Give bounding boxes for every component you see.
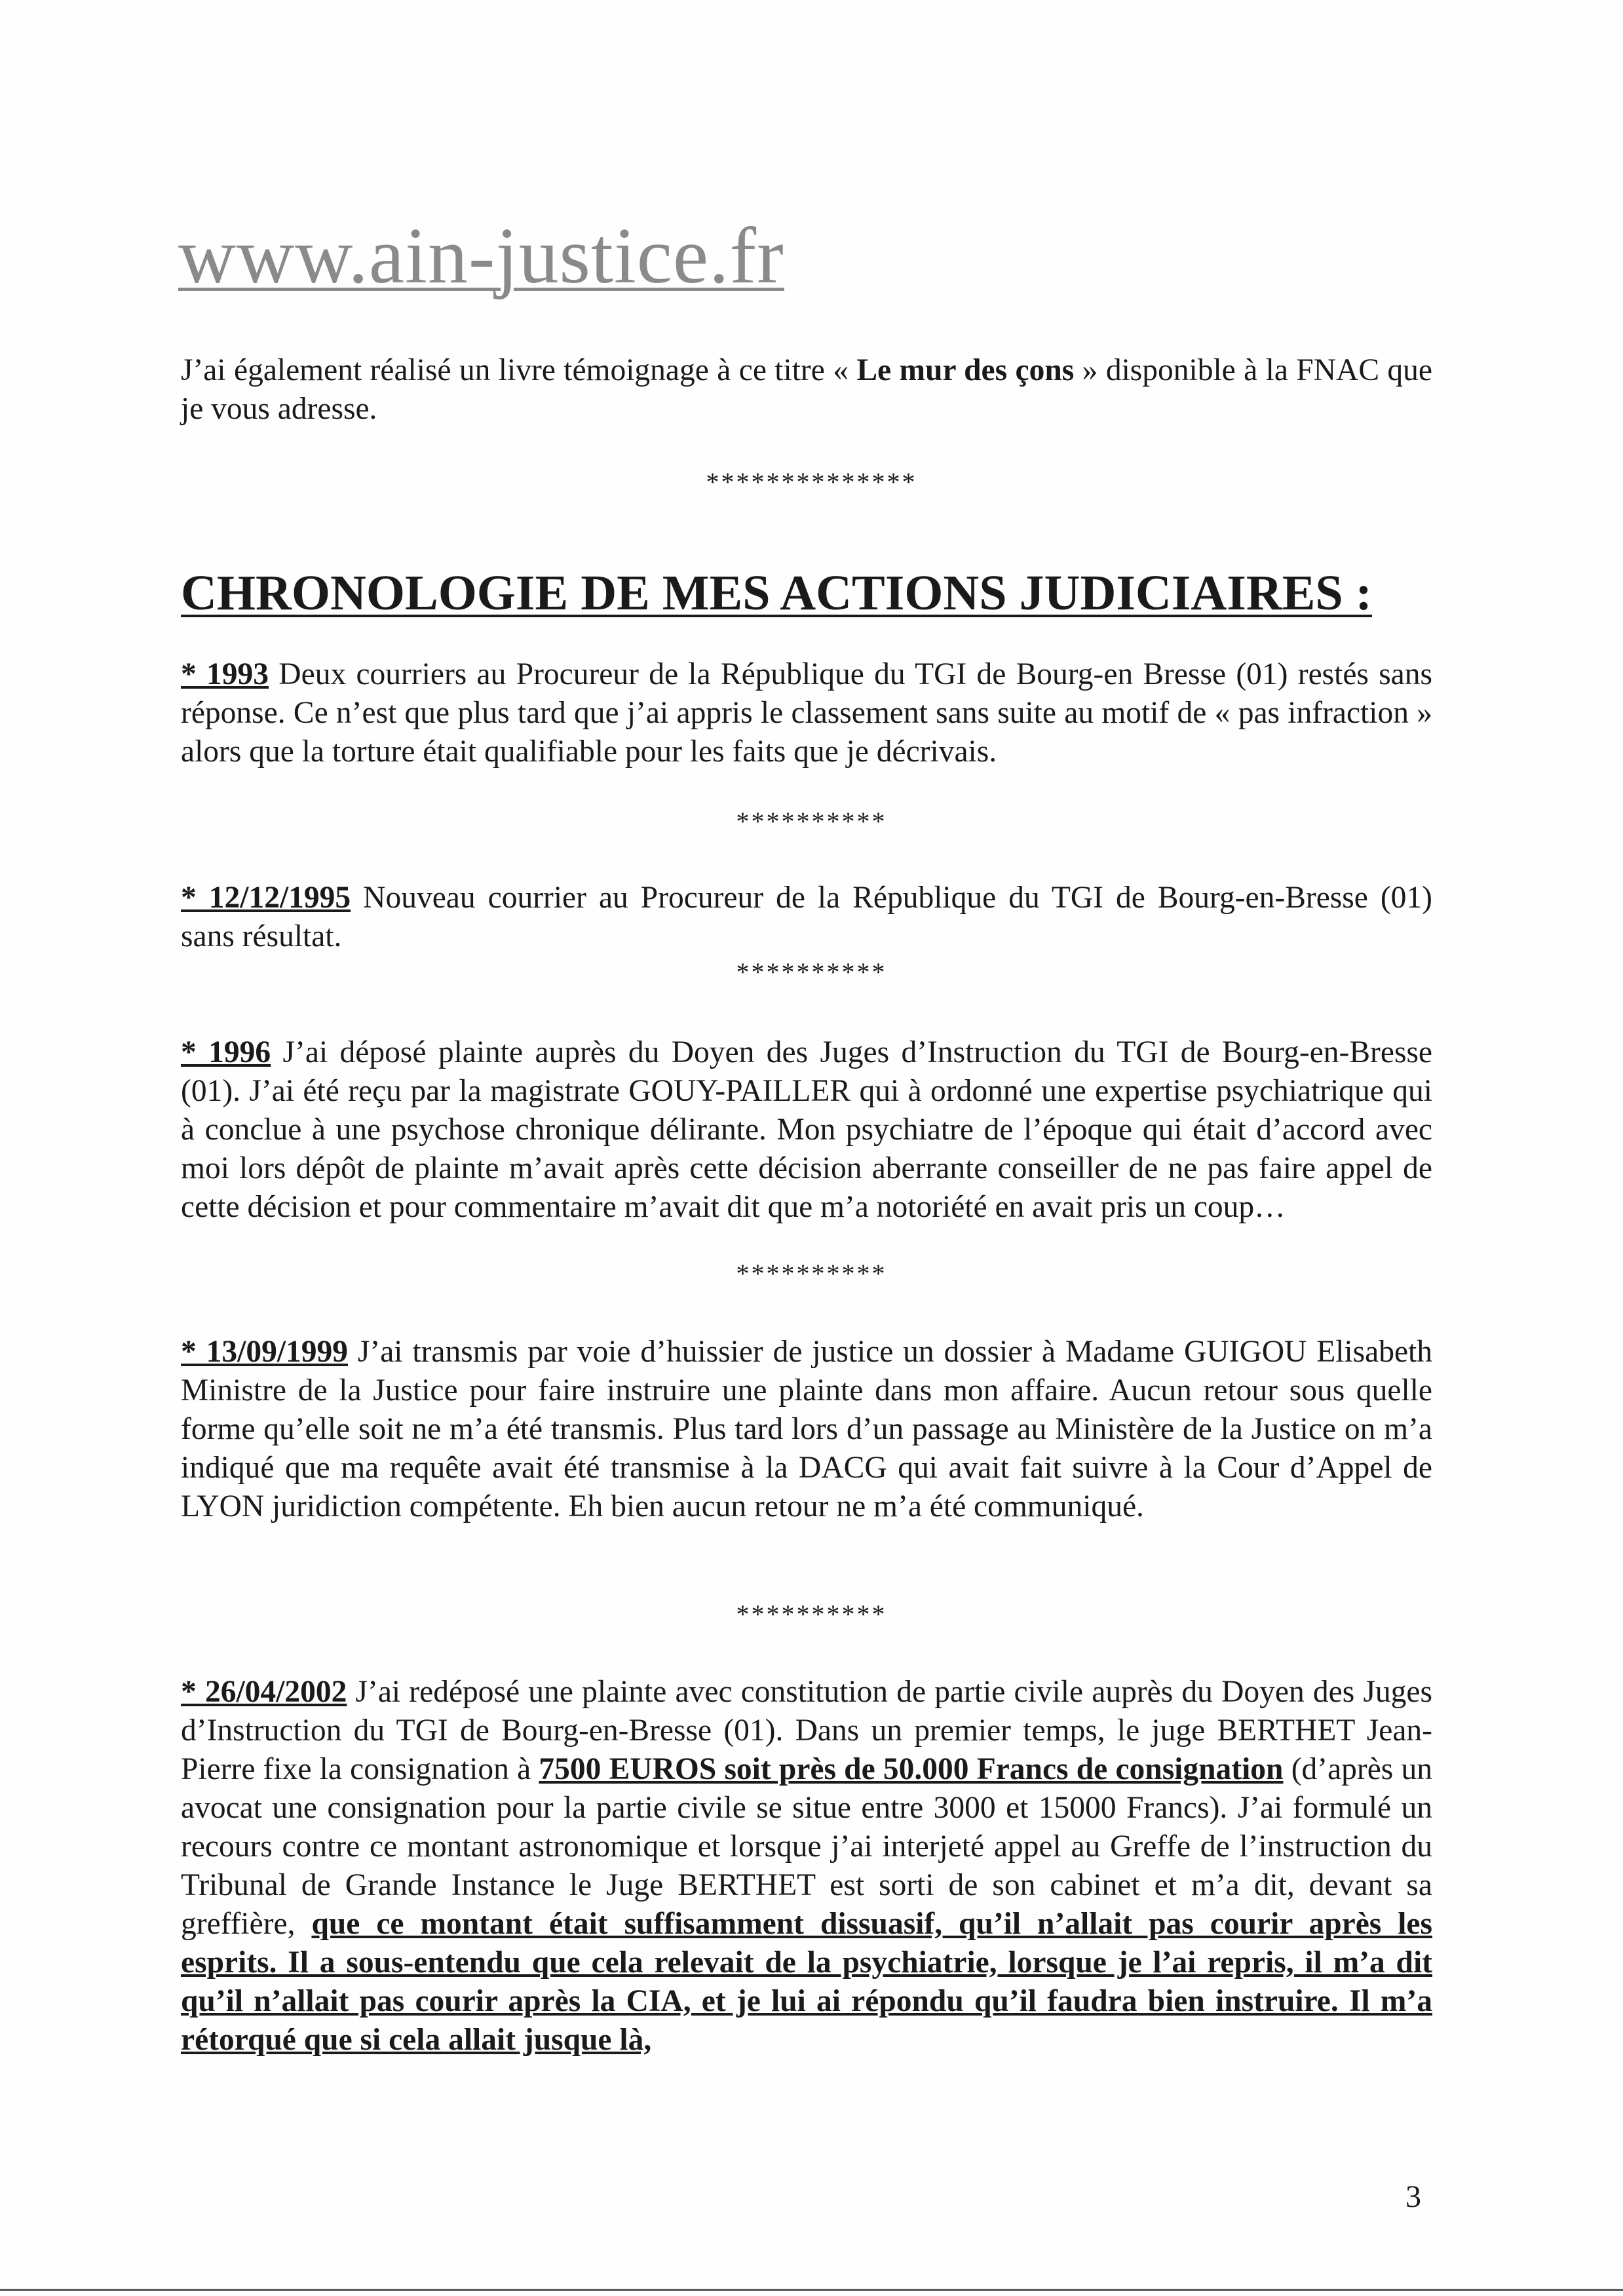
- page-number: 3: [1405, 2179, 1421, 2214]
- entry-date: * 26/04/2002: [181, 1675, 347, 1709]
- entry-date: * 13/09/1999: [181, 1335, 349, 1369]
- entry-1999: [181, 1333, 1432, 1526]
- entry-date: * 12/12/1995: [181, 881, 351, 915]
- judge-quote: que ce montant était suffisamment dissuasif, qu’il n’allait pas courir après les esprits. Il a sous-entendu que cela relevait de la psychiatrie, lorsque je l’ai repris, il m’a dit qu’il n’allait pas courir après la CIA, et je lui ai répondu qu’il faudra bien instruire. Il m’a rétorqué que si cela allait jusque là,: [181, 1907, 1432, 2057]
- entry-date: * 1993: [181, 657, 269, 691]
- entry-2002: [181, 1673, 1432, 2059]
- entry-text: Nouveau courrier au Procureur de la République du TGI de Bourg-en-Bresse (01) sans résultat.: [181, 881, 1432, 953]
- intro-paragraph: [181, 351, 1432, 429]
- entry-1996: [181, 1033, 1432, 1227]
- entry-1993: [181, 655, 1432, 771]
- separator: **********: [736, 807, 887, 836]
- intro-after: » disponible à la FNAC que je vous adresse.: [181, 353, 1432, 426]
- separator: **********: [736, 957, 887, 987]
- entry-1995: [181, 879, 1432, 956]
- separator: **********: [736, 1259, 887, 1288]
- entry-text: J’ai déposé plainte auprès du Doyen des Juges d’Instruction du TGI de Bourg-en-Bresse (01). J’ai été reçu par la magistrate GOUY-PAILLER qui à ordonné une expertise psychiatrique qui à conclue à une psychose chronique délirante. Mon psychiatre de l’époque qui était d’accord avec moi lors dépôt de plainte m’avait après cette décision aberrante conseiller de ne pas faire appel de cette décision et pour commentaire m’avait dit que m’a notoriété en avait pris un coup…: [181, 1035, 1433, 1224]
- entry-text: Deux courriers au Procureur de la République du TGI de Bourg-en Bresse (01) restés sans réponse. Ce n’est que plus tard que j’ai appris le classement sans suite au motif de « pas infraction » alors que la torture était qualifiable pour les faits que je décrivais.: [181, 657, 1432, 769]
- bottom-rule: [0, 2289, 1623, 2291]
- consignation-amount: 7500 EUROS soit près de 50.000 Francs de consignation: [539, 1752, 1284, 1786]
- intro-before: J’ai également réalisé un livre témoignage à ce titre «: [181, 353, 857, 387]
- entry-text-b: (d’après un avocat une consignation pour la partie civile se situe entre 3000 et 15000 Francs). J’ai formulé un recours contre ce montant astronomique et lorsque j’ai interjeté appel au Greffe de l’instruction du Tribunal de Grande Instance le Juge BERTHET est sorti de son cabinet et m’a dit, devant sa greffière,: [181, 1752, 1432, 1941]
- section-heading: CHRONOLOGIE DE MES ACTIONS JUDICIAIRES :: [181, 565, 1372, 621]
- entry-text-a: J’ai redéposé une plainte avec constitution de partie civile auprès du Doyen des Juges d’Instruction du TGI de Bourg-en-Bresse (01). Dans un premier temps, le juge BERTHET Jean-Pierre fixe la consignation à: [181, 1675, 1432, 1786]
- separator: **************: [706, 467, 917, 497]
- entry-date: * 1996: [181, 1035, 271, 1069]
- entry-text: J’ai transmis par voie d’huissier de justice un dossier à Madame GUIGOU Elisabeth Ministre de la Justice pour faire instruire une plainte dans mon affaire. Aucun retour sous quelle forme qu’elle soit ne m’a été transmis. Plus tard lors d’un passage au Ministère de la Justice on m’a indiqué que ma requête avait été transmise à la DACG qui avait fait suivre à la Cour d’Appel de LYON juridiction compétente. Eh bien aucun retour ne m’a été communiqué.: [181, 1335, 1432, 1523]
- book-title: Le mur des çons: [856, 353, 1075, 387]
- separator: **********: [736, 1599, 887, 1629]
- site-url-header: www.ain-justice.fr: [178, 212, 784, 300]
